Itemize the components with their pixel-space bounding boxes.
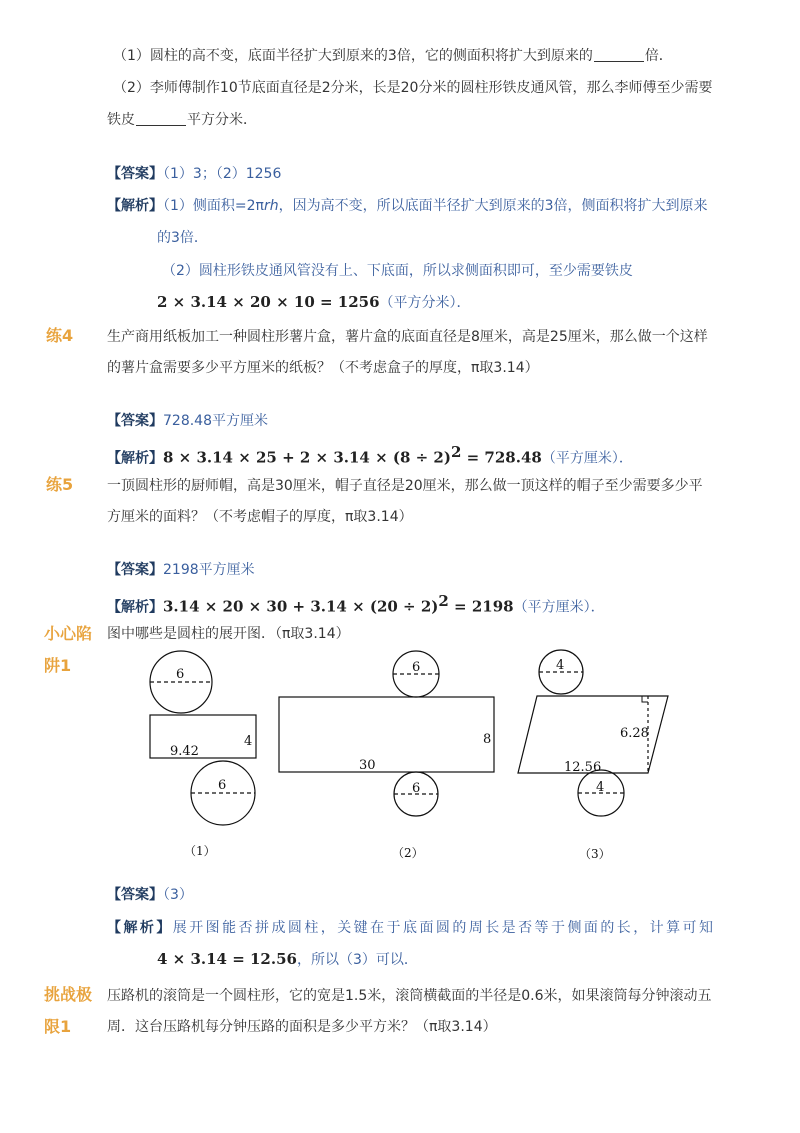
top-q1: （1）圆柱的高不变，底面半径扩大到原来的3倍，它的侧面积将扩大到原来的 倍． [113,48,673,64]
fig2-bottom-circle-label: 6 [412,781,421,796]
fig3-right-angle-mark [642,696,648,702]
top-q2-line1: （2）李师傅制作10节底面直径是2分米，长是20分米的圆柱形铁皮通风管，那么李师傅至少需要 [113,80,713,96]
analysis-label: 【解析】 [107,920,173,936]
fig2-caption: （2） [392,846,424,860]
fig2-rect-height-label: 8 [483,732,492,747]
lian5-analysis: 【解析】$3.14 \times 20 \times 30 + 3.14 \times (20 \div 2)^2 = 2198$（平方厘米）． [107,592,605,616]
trap1-analysis-line1: 【解析】展开图能否拼成圆柱，关键在于底面圆的周长是否等于侧面的长，计算可知 [107,920,714,936]
top-analysis-2a: （2）圆柱形铁皮通风管没有上、下底面，所以求侧面积即可，至少需要铁皮 [162,263,633,279]
fig1-caption: （1） [184,844,216,858]
fig2-rectangle [279,697,494,772]
fig1-rect-width-label: 9.42 [170,744,199,759]
answer-blank [136,111,186,126]
challenge1-question-line2: 周．这台压路机每分钟压路的面积是多少平方米？（π取3.14） [107,1019,497,1035]
fig3-bottom-circle-label: 4 [596,780,605,795]
challenge1-label: 挑战极 限1 [44,985,93,1036]
analysis-label: 【解析】 [107,450,163,467]
trap1-label: 小心陷 阱1 [44,624,93,675]
answer-blank [594,47,644,62]
answer-label: 【答案】 [107,887,163,903]
fig1-bottom-circle-label: 6 [218,778,227,793]
lian4-analysis: 【解析】$8 \times 3.14 \times 25 + 2 \times 3.14 \times (8 \div 2)^2 = 728.48$（平方厘米）． [107,443,633,467]
fig3-para-height-label: 6.28 [620,726,649,741]
trap1-analysis-line2: 4 × 3.14 = 12.56，所以（3）可以． [157,950,418,968]
fig3-top-circle-label: 4 [556,658,565,673]
lian5-answer: 【答案】2198平方厘米 [107,562,255,578]
answer-label: 【答案】 [107,166,163,182]
trap1-question: 图中哪些是圆柱的展开图．（π取3.14） [107,626,350,642]
top-analysis-1b: 的3倍． [157,230,208,246]
cylinder-nets-figure [0,645,800,865]
top-analysis-2-math: 2 × 3.14 × 20 × 10 = 1256（平方分米）． [157,293,471,311]
analysis-label: 【解析】 [107,198,163,214]
trap1-answer: 【答案】（3） [107,887,193,903]
fig2-rect-width-label: 30 [359,758,376,773]
fig2-top-circle-label: 6 [412,660,421,675]
fig1-top-circle-label: 6 [176,667,185,682]
top-analysis-1a: 【解析】（1）侧面积=2πrh，因为高不变，所以底面半径扩大到原来的3倍，侧面积将扩大到原来 [107,198,708,214]
lian4-answer: 【答案】728.48平方厘米 [107,413,268,429]
fig1-rectangle [150,715,256,758]
fig1-rect-height-label: 4 [244,734,253,749]
lian4-question-line2: 的薯片盒需要多少平方厘米的纸板？（不考虑盒子的厚度，π取3.14） [107,360,539,376]
lian4-label: 练4 [46,326,74,345]
lian5-label: 练5 [46,475,74,494]
answer-label: 【答案】 [107,413,163,429]
fig3-caption: （3） [579,847,611,861]
fig3-para-base-label: 12.56 [564,760,602,775]
lian5-question-line2: 方厘米的面料？（不考虑帽子的厚度，π取3.14） [107,509,413,525]
top-q2-line2: 铁皮 平方分米． [107,112,257,128]
challenge1-question-line1: 压路机的滚筒是一个圆柱形，它的宽是1.5米，滚筒横截面的半径是0.6米，如果滚筒每分钟滚动五 [107,988,712,1004]
analysis-label: 【解析】 [107,599,163,616]
lian4-question-line1: 生产商用纸板加工一种圆柱形薯片盒，薯片盒的底面直径是8厘米，高是25厘米，那么做一个这样 [107,329,708,345]
lian5-question-line1: 一顶圆柱形的厨师帽，高是30厘米，帽子直径是20厘米，那么做一顶这样的帽子至少需要多少平 [107,478,703,494]
answer-label: 【答案】 [107,562,163,578]
top-answer: 【答案】（1）3；（2）1256 [107,166,282,182]
